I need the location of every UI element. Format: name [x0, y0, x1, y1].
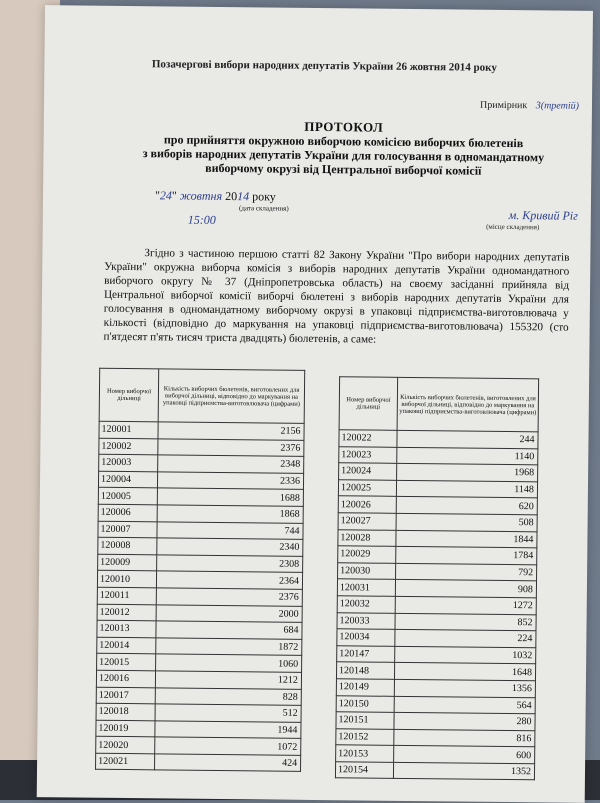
ballot-count: 1944: [155, 721, 301, 739]
precinct-number: 120017: [96, 687, 155, 704]
precinct-number: 120031: [337, 579, 395, 596]
title-line-2: про прийняття окружною виборчою комісією виборчих бюлетенів: [163, 132, 524, 151]
table-row: [337, 579, 536, 598]
precinct-number: 120151: [336, 712, 394, 729]
table-row: [336, 695, 535, 714]
election-header: Позачергові вибори народних депутатів України 26 жовтня 2014 року: [151, 58, 497, 74]
table-row: [338, 546, 537, 565]
ballot-table-left: [95, 368, 305, 773]
ballot-count: 1648: [394, 663, 535, 681]
ballot-count: 508: [396, 513, 537, 531]
copy-number-value: 3(третій): [535, 100, 580, 112]
date-field: "24" жовтня 2014 року (дата складення): [155, 188, 355, 213]
table-row: [336, 662, 535, 681]
place-caption: (місце складення): [486, 222, 540, 232]
precinct-number: 120152: [336, 728, 394, 745]
ballot-count: 1688: [157, 488, 303, 506]
table-row: [338, 529, 537, 548]
precinct-number: 120009: [98, 554, 157, 571]
table-row: [336, 712, 535, 731]
ballot-count: 2348: [158, 455, 304, 473]
precinct-number: 120149: [336, 679, 394, 696]
title-word: ПРОТОКОЛ: [304, 118, 384, 135]
ballot-count: 564: [394, 696, 535, 714]
table-row: [97, 587, 302, 606]
date-year-prefix: 20: [225, 189, 238, 204]
precinct-number: 120018: [96, 703, 155, 720]
table-row: [339, 463, 538, 482]
ballot-count: 1868: [157, 505, 303, 523]
ballot-count: 280: [394, 712, 535, 730]
ballot-count: 2364: [157, 571, 303, 589]
table-row: [338, 496, 537, 515]
precinct-number: 120030: [338, 562, 396, 579]
date-day: 24: [159, 188, 173, 203]
title-line-4: виборчому окрузі від Центральної виборчої комісії: [205, 160, 482, 178]
precinct-number: 120014: [97, 637, 156, 654]
title-line-3: з виборів народних депутатів України для голосування в одномандатному: [142, 146, 545, 165]
ballot-table-right: [335, 376, 539, 781]
precinct-number: 120019: [96, 720, 155, 737]
precinct-number: 120150: [336, 695, 394, 712]
ballot-count: 512: [155, 704, 301, 722]
table-row: [336, 728, 535, 747]
ballot-count: 2376: [156, 588, 302, 606]
ballot-count: 424: [155, 754, 301, 772]
protocol-document: [37, 5, 593, 803]
header-precinct-number: Номер виборчої дільниці: [99, 368, 159, 422]
table-row: [337, 629, 536, 648]
ballot-count: 1784: [396, 546, 537, 564]
ballot-count: 2308: [157, 555, 303, 573]
date-month: жовтня: [179, 188, 223, 203]
precinct-number: 120005: [98, 488, 157, 505]
ballot-count: 620: [396, 497, 537, 515]
table-row: [336, 679, 535, 698]
precinct-number: 120025: [338, 480, 396, 497]
ballot-count: 792: [395, 563, 536, 581]
ballot-count: 224: [395, 629, 536, 647]
precinct-number: 120033: [337, 612, 395, 629]
precinct-number: 120015: [97, 654, 156, 671]
ballot-count: 2376: [158, 438, 304, 456]
time-value: 15:00: [187, 212, 216, 227]
precinct-number: 120026: [338, 496, 396, 513]
table-row: [337, 645, 536, 664]
table-row: [337, 596, 536, 615]
table-row: [338, 562, 537, 581]
ballot-count: 852: [395, 613, 536, 631]
table-row: [97, 604, 302, 623]
precinct-number: 120004: [98, 471, 157, 488]
precinct-number: 120032: [337, 596, 395, 613]
date-caption: (дата складення): [239, 204, 289, 213]
ballot-count: 1968: [397, 464, 538, 482]
date-year-suffix: 14: [237, 189, 250, 204]
place-value: м. Кривий Ріг: [508, 207, 578, 223]
precinct-number: 120148: [336, 662, 394, 679]
ballot-count: 1072: [155, 737, 301, 755]
protocol-body: Згідно з частиною першою статті 82 Закону України "Про вибори народних депутатів України" окружна виборча комісія з виборів народних депутатів України одномандатного виборчого округу № 37 (Дніпропетровська область) на своєму засіданні прийняла від Центральної виборчої комісії виборчі бюлетені з виборів народних депутатів України для голосування в одномандатному виборчому окрузі в упаковці підприємства-виготовлювача у кількості (відповідно до маркування на упаковці підприємства-виготовлювача) 155320 (сто п'ятдесят п'ять тисяч триста двадцять) бюлетенів, а саме:: [103, 247, 570, 346]
precinct-number: 120011: [97, 587, 156, 604]
precinct-number: 120021: [96, 753, 155, 770]
ballot-count: 1844: [396, 530, 537, 548]
ballot-count: 1212: [156, 671, 302, 689]
precinct-number: 120016: [96, 670, 155, 687]
precinct-number: 120022: [339, 430, 397, 447]
precinct-number: 120001: [99, 421, 158, 438]
ballot-count: 1060: [156, 654, 302, 672]
precinct-number: 120003: [99, 454, 158, 471]
ballot-count: 1272: [395, 596, 536, 614]
copy-number: [439, 99, 579, 111]
table-row: [339, 430, 538, 449]
precinct-number: 120027: [338, 513, 396, 530]
precinct-number: 120147: [337, 645, 395, 662]
precinct-number: 120029: [338, 546, 396, 563]
ballot-count: 2000: [156, 604, 302, 622]
precinct-number: 120013: [97, 620, 156, 637]
ballot-count: 1032: [395, 646, 536, 664]
precinct-number: 120006: [98, 504, 157, 521]
place-field: [448, 207, 578, 231]
header-precinct-number: Номер виборчої дільниці: [339, 377, 398, 431]
ballot-count: 816: [394, 729, 535, 747]
table-row: [338, 513, 537, 532]
ballot-count: 1352: [393, 762, 534, 780]
ballot-count: 2156: [158, 422, 304, 440]
precinct-number: 120153: [336, 745, 394, 762]
ballot-count: 1140: [397, 447, 538, 465]
precinct-number: 120028: [338, 529, 396, 546]
date-suffix: року: [252, 189, 276, 204]
ballot-count: 1356: [394, 679, 535, 697]
ballot-count: 1872: [156, 638, 302, 656]
ballot-count: 684: [156, 621, 302, 639]
ballot-count: 744: [157, 521, 303, 539]
table-row: [337, 612, 536, 631]
precinct-number: 120012: [97, 604, 156, 621]
table-row: [339, 446, 538, 465]
precinct-number: 120034: [337, 629, 395, 646]
precinct-number: 120008: [98, 537, 157, 554]
ballot-count: 2336: [158, 472, 304, 490]
table-row: [335, 762, 534, 781]
ballot-count: 600: [394, 746, 535, 764]
precinct-number: 120007: [98, 521, 157, 538]
table-row: [336, 745, 535, 764]
ballot-count: 1148: [396, 480, 537, 498]
precinct-number: 120023: [339, 446, 397, 463]
ballot-count: 2340: [157, 538, 303, 556]
header-ballot-count: Кількість виборчих бюлетенів, виготовлених для виборчої дільниці, відповідно до маркування на упаковці підприємства-виготовлювача (цифрами): [397, 377, 539, 431]
ballot-count: 908: [395, 580, 536, 598]
precinct-number: 120024: [339, 463, 397, 480]
precinct-number: 120002: [99, 438, 158, 455]
copy-number-label: Примірник: [479, 99, 528, 112]
precinct-number: 120020: [96, 736, 155, 753]
ballot-count: 244: [397, 430, 538, 448]
table-row: [96, 753, 301, 772]
protocol-title: [118, 118, 569, 179]
header-ballot-count: Кількість виборчих бюлетенів, виготовлених для виборчої дільниці, відповідно до маркування на упаковці підприємства-виготовлювача (цифрами): [158, 369, 304, 424]
table-row: [338, 480, 537, 499]
precinct-number: 120154: [335, 762, 393, 779]
ballot-count: 828: [155, 687, 301, 705]
precinct-number: 120010: [97, 571, 156, 588]
